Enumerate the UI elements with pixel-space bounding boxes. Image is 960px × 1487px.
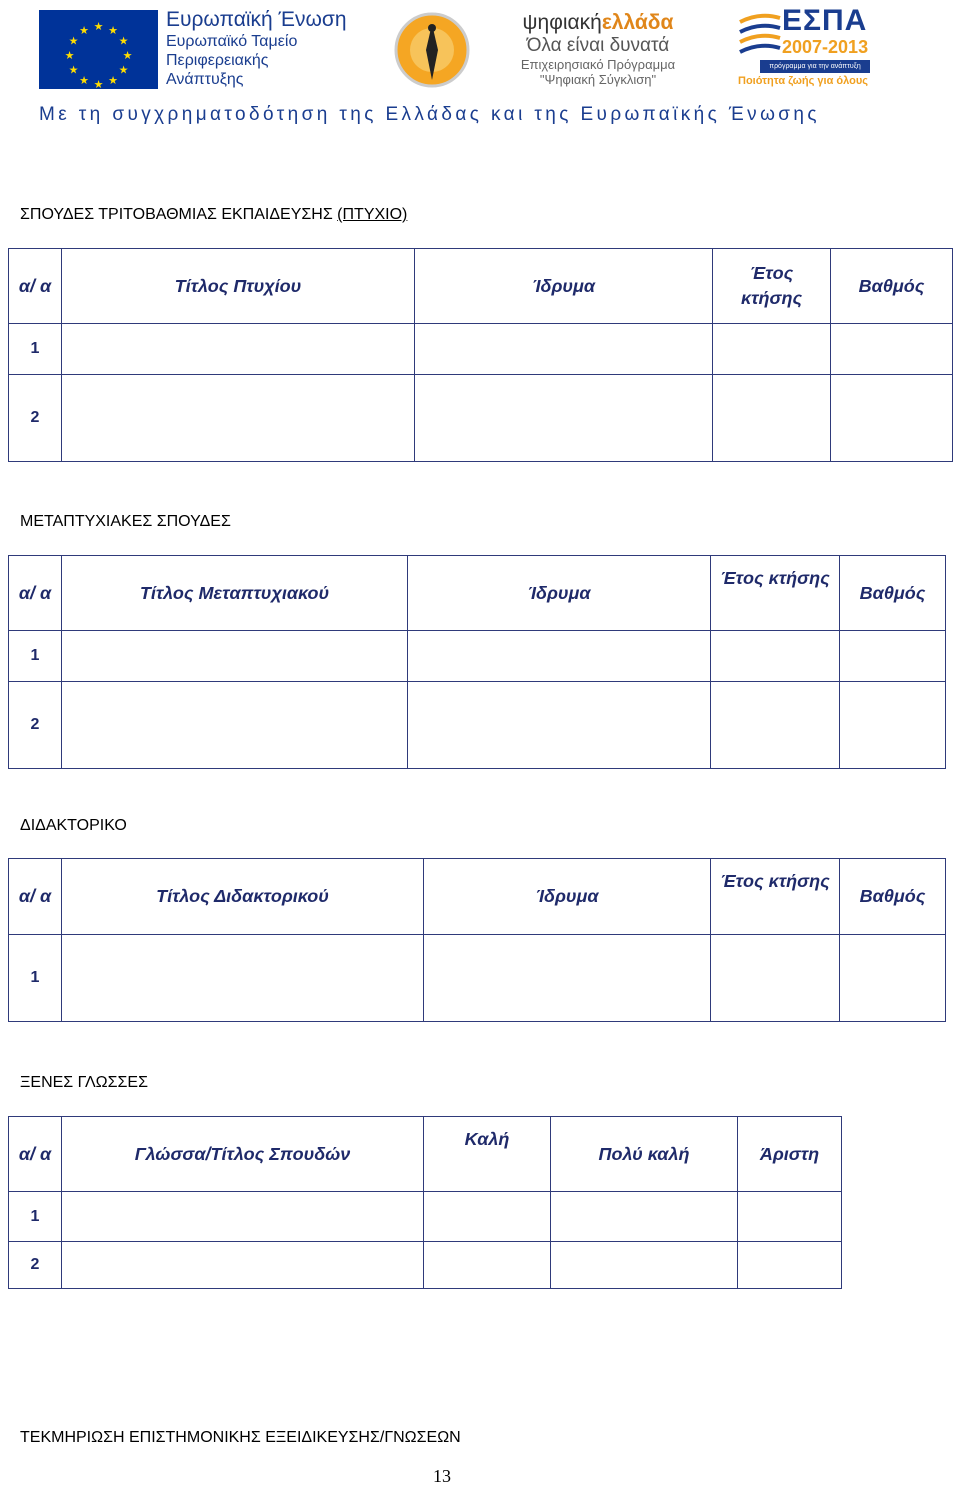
eu-logo-text [166,8,386,89]
degree-title-cell[interactable] [62,324,415,375]
masters-title-cell[interactable] [62,631,408,682]
row-index: 1 [9,324,62,375]
svg-text:★: ★ [68,34,79,48]
languages-section-title: ΞΕΝΕΣ ΓΛΩΣΣΕΣ [20,1074,148,1091]
table-row [9,682,946,769]
masters-header-year: Έτος κτήσης [711,556,840,631]
header-banner [0,0,960,140]
phd-institution-cell[interactable] [424,935,711,1022]
digital-greece-text [478,10,718,87]
row-index: 1 [9,1192,62,1242]
degree-header-grade: Βαθμός [831,249,953,324]
masters-year-cell[interactable] [711,682,840,769]
svg-text:★: ★ [108,24,118,37]
language-excellent-cell[interactable] [738,1242,842,1289]
degree-year-cell[interactable] [713,375,831,462]
table-row [9,324,953,375]
masters-year-cell[interactable] [711,631,840,682]
page-number: 13 [433,1466,451,1486]
phd-header-row [9,859,946,935]
languages-header-index: α/ α [9,1117,62,1192]
masters-header-title: Τίτλος Μεταπτυχιακού [62,556,408,631]
degree-institution-cell[interactable] [415,375,713,462]
svg-text:★: ★ [118,34,129,48]
languages-header-very-good: Πολύ καλή [551,1117,738,1192]
phd-grade-cell[interactable] [840,935,946,1022]
svg-text:★: ★ [93,78,104,89]
svg-text:★: ★ [79,24,89,37]
phd-table [8,858,946,1022]
degree-table [8,248,953,462]
table-row [9,375,953,462]
espa-years: 2007-2013 [782,37,869,57]
masters-header-grade: Βαθμός [840,556,946,631]
masters-title-cell[interactable] [62,682,408,769]
digital-greece-brand-b: ελλάδα [601,11,674,34]
espa-name: ΕΣΠΑ [782,4,868,37]
espa-logo-icon [738,8,782,58]
degree-header-title: Τίτλος Πτυχίου [62,249,415,324]
degree-grade-cell[interactable] [831,324,953,375]
table-row [9,935,946,1022]
cofunding-statement: Με τη συγχρηματοδότηση της Ελλάδας και της Ευρωπαϊκής Ένωσης [39,104,820,125]
languages-header-good: Καλή [424,1117,551,1192]
degree-institution-cell[interactable] [415,324,713,375]
degree-header-index: α/ α [9,249,62,324]
row-index: 2 [9,375,62,462]
degree-section-title [20,206,407,224]
espa-tagline: Ποιότητα ζωής για όλους [738,75,868,87]
eu-logo-line4: Ανάπτυξης [166,71,244,88]
degree-header-institution: Ίδρυμα [415,249,713,324]
masters-table [8,555,946,769]
phd-header-index: α/ α [9,859,62,935]
row-index: 2 [9,1242,62,1289]
languages-header-language: Γλώσσα/Τίτλος Σπουδών [62,1117,424,1192]
row-index: 1 [9,631,62,682]
masters-header-row [9,556,946,631]
masters-grade-cell[interactable] [840,682,946,769]
digital-greece-slogan: Όλα είναι δυνατά [526,35,670,56]
row-index: 1 [9,935,62,1022]
language-title-cell[interactable] [62,1242,424,1289]
expertise-section-title: ΤΕΚΜΗΡΙΩΣΗ ΕΠΙΣΤΗΜΟΝΙΚΗΣ ΕΞΕΙΔΙΚΕΥΣΗΣ/ΓΝΩΣΕΩΝ [20,1429,461,1446]
language-very-good-cell[interactable] [551,1192,738,1242]
phd-section-title: ΔΙΔΑΚΤΟΡΙΚΟ [20,817,127,834]
digital-greece-brand [478,10,718,35]
svg-text:★: ★ [68,63,79,77]
masters-header-index: α/ α [9,556,62,631]
language-good-cell[interactable] [424,1192,551,1242]
eu-logo-line3: Περιφερειακής [166,52,269,69]
degree-title-text: ΣΠΟΥΔΕΣ ΤΡΙΤΟΒΑΘΜΙΑΣ ΕΚΠΑΙΔΕΥΣΗΣ [20,206,333,223]
degree-year-cell[interactable] [713,324,831,375]
languages-table [8,1116,842,1289]
table-row [9,631,946,682]
svg-text:★: ★ [118,63,129,77]
languages-header-row [9,1117,842,1192]
row-index: 2 [9,682,62,769]
masters-institution-cell[interactable] [408,682,711,769]
phd-header-grade: Βαθμός [840,859,946,935]
table-row [9,1192,842,1242]
svg-text:★: ★ [79,74,89,87]
phd-title-cell[interactable] [62,935,424,1022]
masters-institution-cell[interactable] [408,631,711,682]
table-row [9,1242,842,1289]
eu-logo-line1: Ευρωπαϊκή Ένωση [166,8,347,31]
eu-logo-line2: Ευρωπαϊκό Ταμείο [166,33,298,50]
degree-title-cell[interactable] [62,375,415,462]
svg-text:★: ★ [122,49,133,62]
degree-title-underlined: (ΠΤΥΧΙΟ) [337,206,408,223]
phd-year-cell[interactable] [711,935,840,1022]
espa-logo [738,4,872,92]
language-title-cell[interactable] [62,1192,424,1242]
digital-greece-brand-a: ψηφιακή [522,11,602,34]
espa-bar-text: πρόγραμμα για την ανάπτυξη [760,60,870,73]
degree-header-row [9,249,953,324]
phd-header-title: Τίτλος Διδακτορικού [62,859,424,935]
degree-grade-cell[interactable] [831,375,953,462]
svg-text:★: ★ [93,20,104,33]
svg-text:★: ★ [108,74,118,87]
phd-header-institution: Ίδρυμα [424,859,711,935]
language-very-good-cell[interactable] [551,1242,738,1289]
masters-grade-cell[interactable] [840,631,946,682]
language-good-cell[interactable] [424,1242,551,1289]
masters-section-title: ΜΕΤΑΠΤΥΧΙΑΚΕΣ ΣΠΟΥΔΕΣ [20,513,231,530]
digital-greece-program: Επιχειρησιακό Πρόγραμμα [520,57,676,72]
digital-greece-program-name: "Ψηφιακή Σύγκλιση" [539,72,657,87]
eu-flag-icon [39,10,158,89]
masters-header-institution: Ίδρυμα [408,556,711,631]
digital-greece-icon [392,10,472,90]
degree-header-year: Έτος κτήσης [713,249,831,324]
phd-header-year: Έτος κτήσης [711,859,840,935]
language-excellent-cell[interactable] [738,1192,842,1242]
languages-header-excellent: Άριστη [738,1117,842,1192]
svg-text:★: ★ [64,49,75,62]
